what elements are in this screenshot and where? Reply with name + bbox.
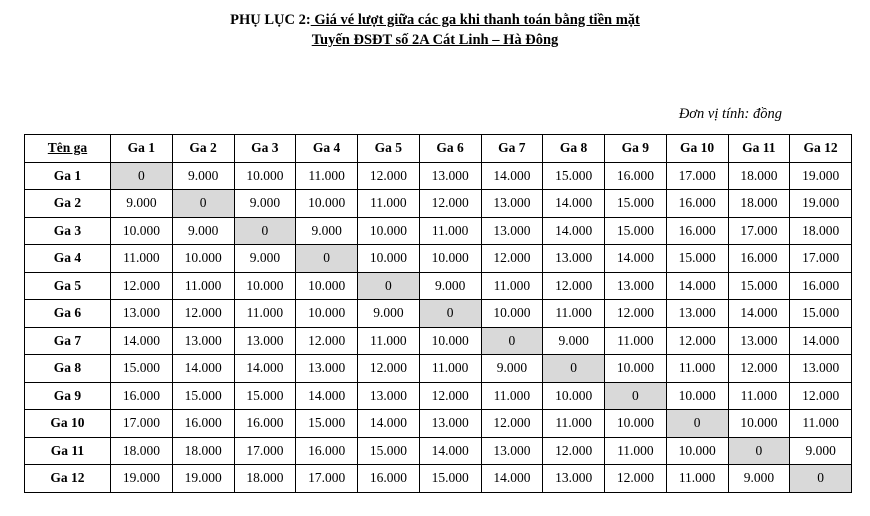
column-header: Ga 12 xyxy=(790,135,852,163)
fare-cell: 14.000 xyxy=(605,245,667,273)
table-row xyxy=(25,190,852,218)
corner-header: Tên ga xyxy=(25,135,111,163)
fare-cell: 9.000 xyxy=(234,245,296,273)
column-header: Ga 3 xyxy=(234,135,296,163)
column-header: Ga 6 xyxy=(419,135,481,163)
fare-cell: 17.000 xyxy=(666,162,728,190)
document-title-line2: Tuyến ĐSĐT số 2A Cát Linh – Hà Đông xyxy=(311,32,559,48)
row-header: Ga 1 xyxy=(25,162,111,190)
fare-cell: 13.000 xyxy=(481,190,543,218)
fare-cell: 10.000 xyxy=(543,382,605,410)
row-header: Ga 6 xyxy=(25,300,111,328)
fare-cell: 15.000 xyxy=(543,162,605,190)
row-header: Ga 7 xyxy=(25,327,111,355)
fare-cell: 11.000 xyxy=(172,272,234,300)
fare-cell: 11.000 xyxy=(358,190,420,218)
row-header: Ga 4 xyxy=(25,245,111,273)
fare-cell: 10.000 xyxy=(419,245,481,273)
fare-cell: 11.000 xyxy=(728,382,790,410)
diagonal-cell: 0 xyxy=(234,217,296,245)
fare-cell: 9.000 xyxy=(296,217,358,245)
diagonal-cell: 0 xyxy=(543,355,605,383)
fare-cell: 11.000 xyxy=(790,410,852,438)
fare-cell: 11.000 xyxy=(481,382,543,410)
fare-cell: 12.000 xyxy=(543,437,605,465)
row-header: Ga 2 xyxy=(25,190,111,218)
fare-cell: 18.000 xyxy=(728,190,790,218)
column-header: Ga 10 xyxy=(666,135,728,163)
fare-cell: 14.000 xyxy=(419,437,481,465)
column-header: Ga 8 xyxy=(543,135,605,163)
table-row xyxy=(25,162,852,190)
diagonal-cell: 0 xyxy=(172,190,234,218)
table-row xyxy=(25,355,852,383)
fare-cell: 13.000 xyxy=(296,355,358,383)
fare-cell: 18.000 xyxy=(728,162,790,190)
table-row xyxy=(25,217,852,245)
fare-cell: 17.000 xyxy=(111,410,173,438)
fare-cell: 17.000 xyxy=(790,245,852,273)
fare-cell: 16.000 xyxy=(172,410,234,438)
fare-cell: 15.000 xyxy=(172,382,234,410)
fare-cell: 11.000 xyxy=(605,437,667,465)
diagonal-cell: 0 xyxy=(666,410,728,438)
fare-cell: 15.000 xyxy=(605,190,667,218)
fare-cell: 10.000 xyxy=(666,382,728,410)
fare-cell: 12.000 xyxy=(790,382,852,410)
fare-cell: 16.000 xyxy=(790,272,852,300)
table-row xyxy=(25,465,852,493)
fare-cell: 9.000 xyxy=(790,437,852,465)
fare-cell: 16.000 xyxy=(296,437,358,465)
fare-cell: 18.000 xyxy=(234,465,296,493)
fare-cell: 12.000 xyxy=(419,190,481,218)
appendix-label: PHỤ LỤC 2: xyxy=(230,12,311,28)
fare-cell: 19.000 xyxy=(111,465,173,493)
fare-cell: 13.000 xyxy=(172,327,234,355)
diagonal-cell: 0 xyxy=(111,162,173,190)
column-header: Ga 5 xyxy=(358,135,420,163)
fare-cell: 12.000 xyxy=(172,300,234,328)
fare-cell: 12.000 xyxy=(358,162,420,190)
fare-cell: 13.000 xyxy=(419,162,481,190)
fare-cell: 10.000 xyxy=(111,217,173,245)
fare-cell: 18.000 xyxy=(111,437,173,465)
fare-cell: 14.000 xyxy=(481,465,543,493)
fare-cell: 14.000 xyxy=(111,327,173,355)
fare-cell: 10.000 xyxy=(296,190,358,218)
fare-cell: 11.000 xyxy=(543,410,605,438)
table-row xyxy=(25,300,852,328)
fare-cell: 10.000 xyxy=(419,327,481,355)
fare-cell: 13.000 xyxy=(790,355,852,383)
diagonal-cell: 0 xyxy=(296,245,358,273)
fare-cell: 13.000 xyxy=(234,327,296,355)
fare-cell: 19.000 xyxy=(790,190,852,218)
fare-cell: 13.000 xyxy=(666,300,728,328)
row-header: Ga 8 xyxy=(25,355,111,383)
column-header: Ga 11 xyxy=(728,135,790,163)
fare-cell: 12.000 xyxy=(419,382,481,410)
fare-cell: 17.000 xyxy=(296,465,358,493)
column-header: Ga 9 xyxy=(605,135,667,163)
fare-cell: 13.000 xyxy=(728,327,790,355)
fare-cell: 13.000 xyxy=(358,382,420,410)
column-header: Ga 1 xyxy=(111,135,173,163)
fare-cell: 14.000 xyxy=(481,162,543,190)
column-header: Ga 7 xyxy=(481,135,543,163)
fare-cell: 15.000 xyxy=(605,217,667,245)
fare-cell: 9.000 xyxy=(543,327,605,355)
fare-cell: 12.000 xyxy=(666,327,728,355)
fare-cell: 11.000 xyxy=(666,465,728,493)
fare-cell: 15.000 xyxy=(296,410,358,438)
fare-cell: 19.000 xyxy=(790,162,852,190)
table-row xyxy=(25,245,852,273)
fare-cell: 11.000 xyxy=(481,272,543,300)
fare-cell: 14.000 xyxy=(666,272,728,300)
fare-cell: 11.000 xyxy=(543,300,605,328)
diagonal-cell: 0 xyxy=(728,437,790,465)
fare-cell: 13.000 xyxy=(481,437,543,465)
table-body xyxy=(25,162,852,492)
fare-cell: 12.000 xyxy=(605,300,667,328)
column-header: Ga 2 xyxy=(172,135,234,163)
fare-cell: 12.000 xyxy=(358,355,420,383)
column-header: Ga 4 xyxy=(296,135,358,163)
fare-cell: 12.000 xyxy=(605,465,667,493)
fare-cell: 9.000 xyxy=(172,162,234,190)
fare-cell: 13.000 xyxy=(481,217,543,245)
fare-cell: 16.000 xyxy=(358,465,420,493)
row-header: Ga 12 xyxy=(25,465,111,493)
fare-cell: 14.000 xyxy=(790,327,852,355)
fare-cell: 14.000 xyxy=(728,300,790,328)
fare-cell: 13.000 xyxy=(543,465,605,493)
fare-cell: 11.000 xyxy=(358,327,420,355)
table-row xyxy=(25,327,852,355)
diagonal-cell: 0 xyxy=(419,300,481,328)
fare-cell: 18.000 xyxy=(790,217,852,245)
fare-cell: 10.000 xyxy=(172,245,234,273)
fare-cell: 10.000 xyxy=(605,410,667,438)
fare-cell: 15.000 xyxy=(666,245,728,273)
fare-cell: 13.000 xyxy=(605,272,667,300)
fare-cell: 19.000 xyxy=(172,465,234,493)
fare-cell: 12.000 xyxy=(296,327,358,355)
fare-cell: 14.000 xyxy=(234,355,296,383)
fare-cell: 9.000 xyxy=(419,272,481,300)
table-row xyxy=(25,272,852,300)
document-title-line1 xyxy=(0,11,870,30)
fare-cell: 10.000 xyxy=(358,245,420,273)
fare-cell: 14.000 xyxy=(358,410,420,438)
fare-cell: 10.000 xyxy=(234,162,296,190)
diagonal-cell: 0 xyxy=(605,382,667,410)
fare-cell: 14.000 xyxy=(172,355,234,383)
fare-cell: 13.000 xyxy=(543,245,605,273)
fare-cell: 12.000 xyxy=(481,245,543,273)
fare-cell: 11.000 xyxy=(419,217,481,245)
fare-cell: 10.000 xyxy=(358,217,420,245)
fare-cell: 15.000 xyxy=(728,272,790,300)
fare-cell: 11.000 xyxy=(234,300,296,328)
fare-cell: 15.000 xyxy=(234,382,296,410)
fare-cell: 14.000 xyxy=(543,190,605,218)
fare-cell: 10.000 xyxy=(296,272,358,300)
table-header-row xyxy=(25,135,852,163)
unit-note: Đơn vị tính: đồng xyxy=(678,106,782,122)
fare-cell: 11.000 xyxy=(666,355,728,383)
fare-cell: 11.000 xyxy=(111,245,173,273)
fare-cell: 10.000 xyxy=(728,410,790,438)
fare-cell: 11.000 xyxy=(296,162,358,190)
fare-cell: 12.000 xyxy=(481,410,543,438)
fare-cell: 9.000 xyxy=(358,300,420,328)
fare-cell: 10.000 xyxy=(296,300,358,328)
fare-cell: 17.000 xyxy=(728,217,790,245)
appendix-title: Giá vé lượt giữa các ga khi thanh toán bằng tiền mặt xyxy=(310,12,640,28)
fare-cell: 16.000 xyxy=(605,162,667,190)
fare-cell: 10.000 xyxy=(234,272,296,300)
fare-cell: 14.000 xyxy=(296,382,358,410)
row-header: Ga 5 xyxy=(25,272,111,300)
fare-cell: 12.000 xyxy=(728,355,790,383)
fare-cell: 9.000 xyxy=(728,465,790,493)
row-header: Ga 3 xyxy=(25,217,111,245)
fare-cell: 9.000 xyxy=(234,190,296,218)
fare-cell: 15.000 xyxy=(419,465,481,493)
row-header: Ga 10 xyxy=(25,410,111,438)
fare-cell: 16.000 xyxy=(666,217,728,245)
fare-cell: 13.000 xyxy=(111,300,173,328)
fare-cell: 11.000 xyxy=(605,327,667,355)
fare-cell: 12.000 xyxy=(543,272,605,300)
diagonal-cell: 0 xyxy=(481,327,543,355)
row-header: Ga 11 xyxy=(25,437,111,465)
fare-cell: 14.000 xyxy=(543,217,605,245)
fare-cell: 16.000 xyxy=(666,190,728,218)
fare-cell: 16.000 xyxy=(728,245,790,273)
fare-cell: 13.000 xyxy=(419,410,481,438)
fare-table xyxy=(24,134,852,493)
fare-cell: 9.000 xyxy=(172,217,234,245)
fare-cell: 17.000 xyxy=(234,437,296,465)
fare-cell: 16.000 xyxy=(234,410,296,438)
fare-cell: 10.000 xyxy=(605,355,667,383)
fare-cell: 15.000 xyxy=(358,437,420,465)
diagonal-cell: 0 xyxy=(790,465,852,493)
fare-cell: 10.000 xyxy=(481,300,543,328)
fare-cell: 15.000 xyxy=(790,300,852,328)
table-row xyxy=(25,410,852,438)
fare-cell: 9.000 xyxy=(481,355,543,383)
table-row xyxy=(25,382,852,410)
fare-cell: 15.000 xyxy=(111,355,173,383)
fare-cell: 10.000 xyxy=(666,437,728,465)
diagonal-cell: 0 xyxy=(358,272,420,300)
fare-cell: 12.000 xyxy=(111,272,173,300)
fare-cell: 9.000 xyxy=(111,190,173,218)
fare-cell: 11.000 xyxy=(419,355,481,383)
fare-cell: 16.000 xyxy=(111,382,173,410)
row-header: Ga 9 xyxy=(25,382,111,410)
fare-cell: 18.000 xyxy=(172,437,234,465)
table-row xyxy=(25,437,852,465)
